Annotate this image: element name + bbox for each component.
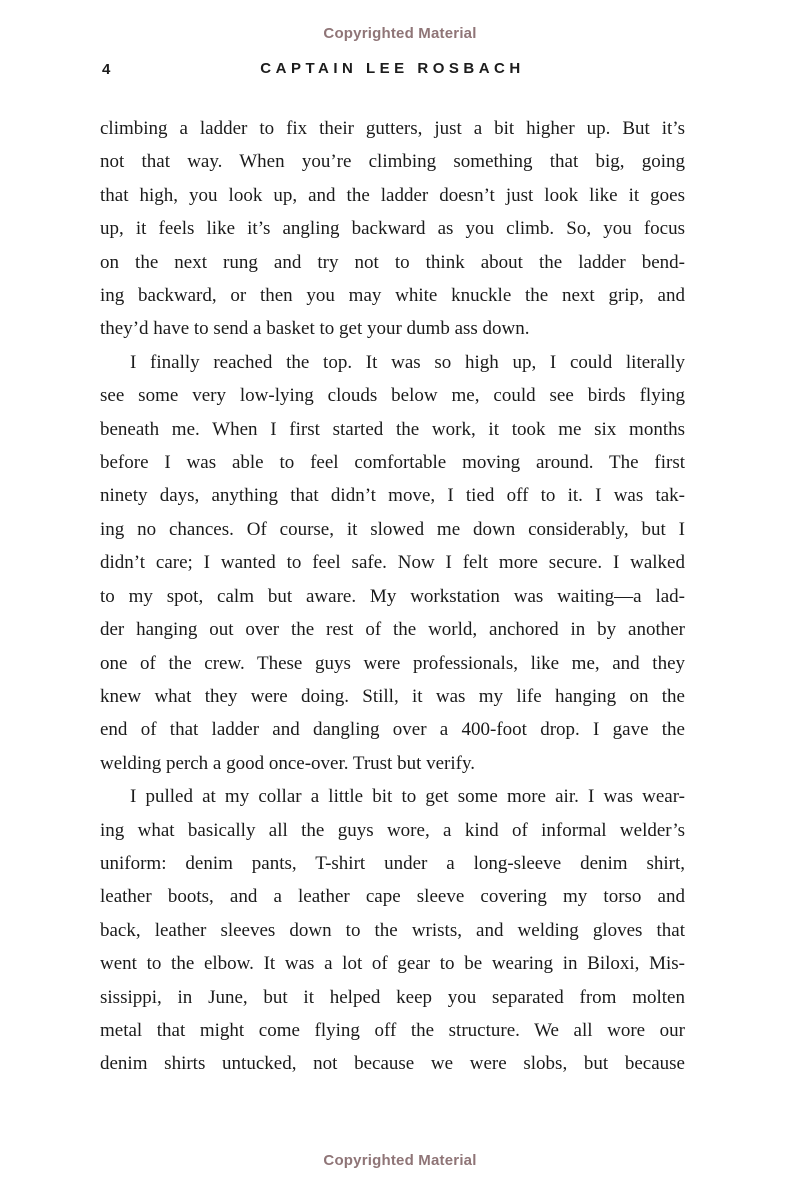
text-line: end of that ladder and dangling over a 400-foot drop. I gave the [100, 719, 685, 741]
text-line: leather boots, and a leather cape sleeve covering my torso and [100, 886, 685, 908]
paragraph-1 [100, 112, 685, 346]
page-body-text [100, 112, 685, 1081]
copyright-watermark-bottom: Copyrighted Material [323, 1152, 477, 1169]
text-line: ing no chances. Of course, it slowed me down considerably, but I [100, 518, 685, 540]
text-line: went to the elbow. It was a lot of gear to be wearing in Biloxi, Mis- [100, 953, 685, 975]
running-title: CAPTAIN LEE ROSBACH [260, 60, 525, 77]
text-line: der hanging out over the rest of the world, anchored in by another [100, 619, 685, 641]
text-line: that high, you look up, and the ladder doesn’t just look like it goes [100, 184, 685, 206]
running-header [100, 60, 685, 82]
text-line: back, leather sleeves down to the wrists, and welding gloves that [100, 919, 685, 941]
text-line: before I was able to feel comfortable moving around. The first [100, 452, 685, 474]
text-line: uniform: denim pants, T-shirt under a long-sleeve denim shirt, [100, 852, 685, 874]
text-line: not that way. When you’re climbing something that big, going [100, 151, 685, 173]
text-line: on the next rung and try not to think about the ladder bend- [100, 251, 685, 273]
page-number: 4 [102, 61, 112, 78]
text-line: welding perch a good once-over. Trust but verify. [100, 752, 475, 774]
text-line: up, it feels like it’s angling backward as you climb. So, you focus [100, 218, 685, 240]
paragraph-3 [100, 780, 685, 1081]
text-line: metal that might come flying off the structure. We all wore our [100, 1019, 685, 1041]
text-line: denim shirts untucked, not because we were slobs, but because [100, 1053, 685, 1075]
text-line: ing backward, or then you may white knuckle the next grip, and [100, 285, 685, 307]
text-line: beneath me. When I first started the work, it took me six months [100, 418, 685, 440]
text-line: ninety days, anything that didn’t move, I tied off to it. I was tak- [100, 485, 685, 507]
text-line: sissippi, in June, but it helped keep you separated from molten [100, 986, 685, 1008]
text-line: to my spot, calm but aware. My workstation was waiting—a lad- [100, 585, 685, 607]
text-line: one of the crew. These guys were professionals, like me, and they [100, 652, 685, 674]
copyright-watermark-top: Copyrighted Material [323, 25, 477, 42]
text-line: knew what they were doing. Still, it was my life hanging on the [100, 685, 685, 707]
text-line: didn’t care; I wanted to feel safe. Now I felt more secure. I walked [100, 552, 685, 574]
text-line: climbing a ladder to fix their gutters, just a bit higher up. But it’s [100, 118, 685, 139]
text-line: they’d have to send a basket to get your dumb ass down. [100, 318, 530, 340]
text-line: see some very low-lying clouds below me, could see birds flying [100, 385, 685, 407]
text-line: I finally reached the top. It was so high up, I could literally [130, 351, 685, 373]
text-line: ing what basically all the guys wore, a kind of informal welder’s [100, 819, 685, 841]
text-line: I pulled at my collar a little bit to get some more air. I was wear- [130, 786, 685, 808]
paragraph-2 [100, 346, 685, 780]
